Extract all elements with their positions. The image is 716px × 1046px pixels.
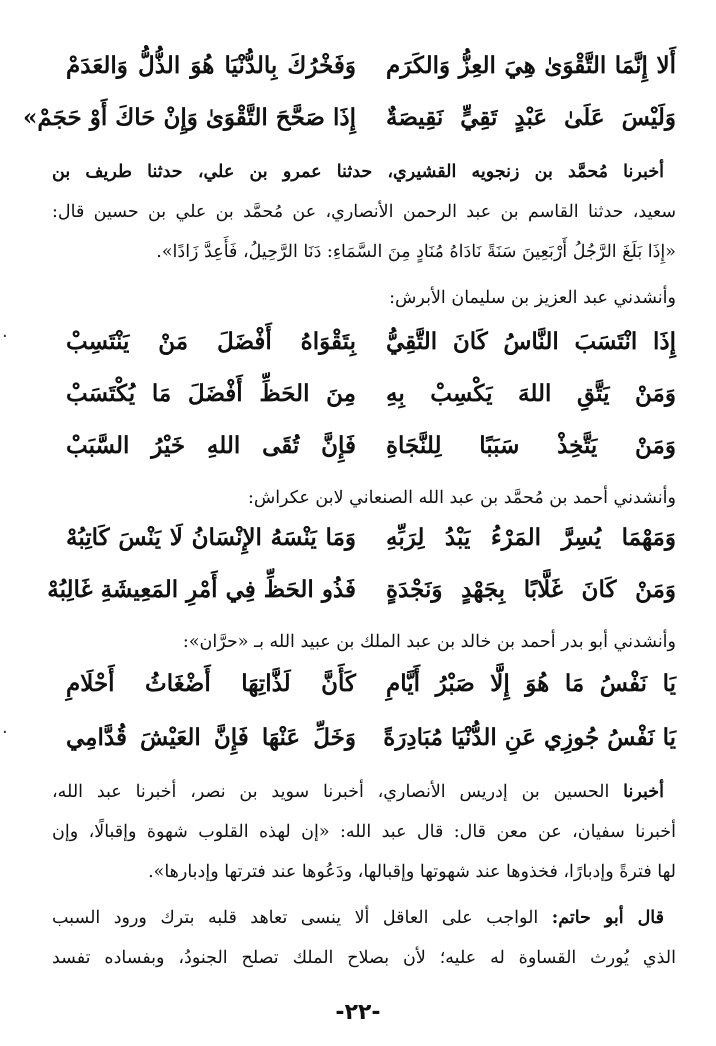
verse-line [66,518,676,558]
paragraph-line-text: الحسين بن إدريس الأنصاري، أخبرنا سويد بن نصر، أخبرنا عبد الله، [52,782,624,802]
verse-line [66,322,676,362]
verse-hemistich-left: وَفَخْرُكَ بِالدُّنْيَا هُوَ الذُّلُّ وَالعَدَمْ [66,52,356,79]
verse-hemistich-right: وَمَنْ يَتَّقِ اللهَ يَكْسِبْ بِهِ [386,380,676,407]
paragraph-line: «إِذَا بَلَغَ الرَّجُلُ أَرْبَعِينَ سَنَةً نَادَاهُ مُنَادٍ مِنَ السَّمَاءِ: دَنَا الرَّحِيلُ، فَأَعِدَّ زَادًا». [156,242,676,262]
paragraph-line [52,772,676,812]
verse-hemistich-right: يَا نَفْسُ جُوزِي عَنِ الدُّنْيَا مُبَادِرَةً [383,724,676,751]
page-number: -٢٢- [335,1000,381,1025]
narration-paragraph [52,898,676,978]
verse-line [66,374,676,414]
verse-hemistich-right: وَمَهْمَا يُسِرَّ المَرْءُ يَبْدُ لِرَبِّهِ [386,524,676,551]
paragraph-line: سعيد، حدثنا القاسم بن عبد الرحمن الأنصاري، عن مُحمَّد بن علي بن حسين قال: [52,202,676,222]
paragraph-line-text: أخبرنا مُحمَّد بن زنجويه القشيري، حدثنا عمرو بن علي، حدثنا طريف بن [52,162,664,182]
verse-hemistich-left: وَمَا يَنْسَهُ الإِنْسَانُ لَا يَنْسَ كَاتِبُهْ [66,524,356,551]
verse-line [66,426,676,466]
verse-line [23,98,676,138]
margin-mark: · [2,326,8,347]
paragraph-line-text: الواجب على العاقل ألا ينسى تعاهد قلبه بترك ورود السبب [52,908,552,928]
verse-hemistich-right: إِذَا انْتَسَبَ النَّاسُ كَانَ التَّقِيُّ [386,328,676,355]
verse-line [66,718,676,758]
poem-intro: وأنشدني أبو بدر أحمد بن خالد بن عبد الملك بن عبيد الله بـ «حرَّان»: [182,632,676,652]
verse-line [66,664,676,704]
narration-paragraph [52,772,676,892]
verse-hemistich-right: وَلَيْسَ عَلَىٰ عَبْدٍ تَقِيٍّ نَقِيصَةٌ [386,104,676,131]
paragraph-line: الذي يُورث القساوة له عليه؛ لأن بصلاح الملك تصلح الجنودُ، وبفساده تفسد [52,948,676,968]
poem-intro: وأنشدني عبد العزيز بن سليمان الأبرش: [389,288,676,308]
verse-hemistich-left: فَإِنَّ تُقَى اللهِ خَيْرُ السَّبَبْ [66,432,356,459]
paragraph-line [52,898,676,938]
poem-intro: وأنشدني أحمد بن مُحمَّد بن عبد الله الصنعاني لابن عكراش: [247,488,676,508]
narration-lead: أخبرنا [623,782,664,802]
verse-hemistich-right: وَمَنْ يَتَّخِذْ سَبَبًا لِلنَّجَاةِ [386,432,676,459]
paragraph-line [52,152,676,192]
narration-paragraph [52,152,676,272]
verse-hemistich-left: كَأَنَّ لَذَّاتِهَا أَضْغَاثُ أَحْلَامِ [66,670,356,697]
paragraph-line: لها فترةً وإدبارًا، فخذوها عند شهوتها وإقبالها، ودَعُوها عند فترتها وإدبارها». [148,862,676,882]
verse-line [66,46,676,86]
verse-hemistich-left: وَخَلِّ عَنْهَا فَإِنَّ العَيْشَ قُدَّامِي [66,724,356,751]
verse-hemistich-left: فَذُو الحَظِّ فِي أَمْرِ المَعِيشَةِ غَالِبُهْ [47,576,356,603]
verse-hemistich-right: وَمَنْ كَانَ غَلَّابًا بِجَهْدٍ وَنَجْدَةٍ [386,576,676,603]
narration-lead: قال أبو حاتم: [551,908,665,928]
paragraph-line: أخبرنا سفيان، عن معن قال: قال عبد الله: «إن لهذه القلوب شهوة وإقبالًا، وإن [52,822,676,842]
verse-hemistich-left: مِنَ الحَظِّ أَفْضَلَ مَا يُكْتَسَبْ [66,380,356,407]
verse-hemistich-left: إِذَا صَحَّحَ التَّقْوَىٰ وَإِنْ حَاكَ أَوْ حَجَمْ» [23,104,356,131]
verse-line [47,570,676,610]
verse-hemistich-left: بِتَقْوَاهُ أَفْضَلَ مَنْ يَنْتَسِبْ [66,328,356,355]
margin-mark: · [2,722,8,743]
verse-hemistich-right: يَا نَفْسُ مَا هُوَ إِلَّا صَبْرُ أَيَّامِ [386,670,676,697]
verse-hemistich-right: أَلا إِنَّمَا التَّقْوَىٰ هِيَ العِزُّ وَالكَرَم [386,52,676,79]
